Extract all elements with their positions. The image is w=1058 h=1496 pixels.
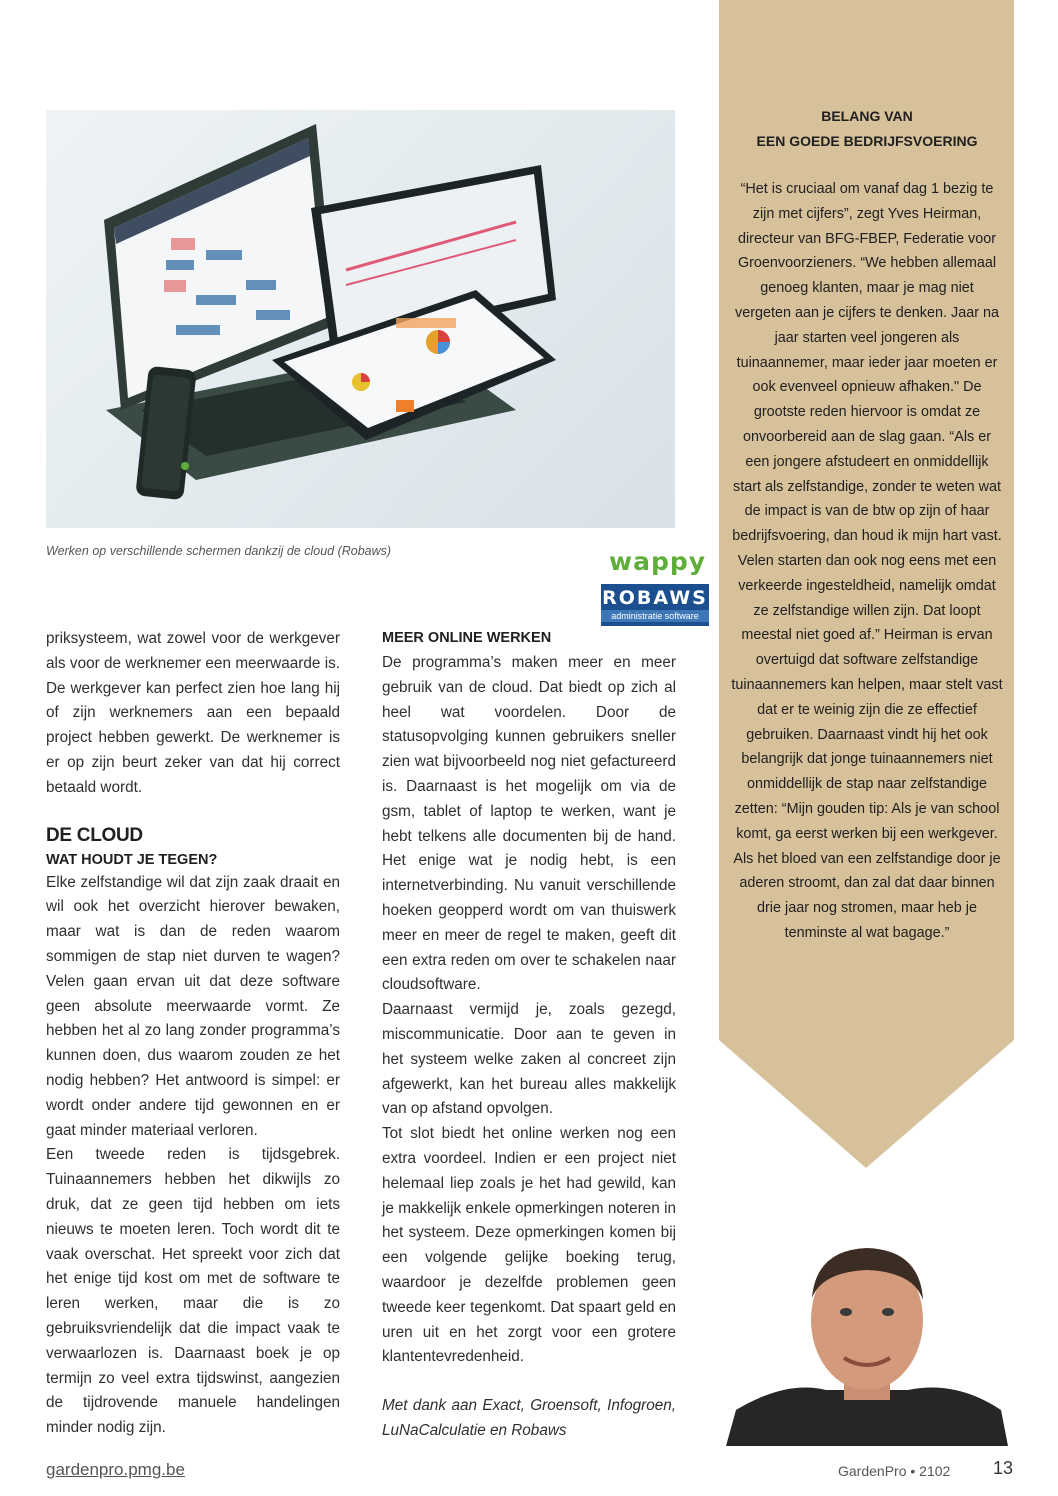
robaws-logo-name: ROBAWS bbox=[602, 587, 708, 609]
sidebar-title bbox=[731, 104, 1003, 154]
section-heading-online: MEER ONLINE WERKEN bbox=[382, 630, 552, 646]
robaws-logo bbox=[601, 584, 709, 626]
middle-column bbox=[382, 627, 676, 1444]
sidebar-title-line-2: EEN GOEDE BEDRIJFSVOERING bbox=[756, 133, 978, 149]
wappy-logo: wappy bbox=[609, 547, 707, 576]
sidebar-box bbox=[731, 104, 1003, 946]
devices-illustration bbox=[46, 110, 675, 528]
middle-paragraph-3: Tot slot biedt het online werken nog een extra voordeel. Indien er een project niet helemaal liep zoals je het had gewild, kan je makkelijk enkele opmerkingen noteren in het systeem. Deze opmerkingen komen bij een volgende gelijke boeking terug, waardoor je dezelfde problemen geen tweede keer tegenkomt. Dat spaart geld en uren uit en het zorgt voor een grotere klantentevredenheid. bbox=[382, 1125, 676, 1366]
sidebar-quote: “Het is cruciaal om vanaf dag 1 bezig te zijn met cijfers”, zegt Yves Heirman, directeur van BFG-FBEP, Federatie voor Groenvoorzieners. “We hebben allemaal genoeg klanten, maar je mag niet vergeten aan je cijfers te denken. Jaar na jaar starten veel jongeren als tuinaannemer, maar ieder jaar moeten er ook evenveel opnieuw afhaken." De grootste reden hiervoor is omdat ze onvoorbereid aan de slag gaan. “Als er een jongere afstudeert en onmiddellijk start als zelfstandige, zonder te weten wat de impact is van de btw op zijn of haar bedrijfsvoering, dan houd ik mijn hart vast. Velen starten dan ook nog eens met een verkeerde ingesteldheid, namelijk omdat ze zelfstandige willen zijn. Dat loopt meestal niet goed af.” Heirman is ervan overtuigd dat software zelfstandige tuinaannemers kan helpen, maar stelt vast dat er te weinig zijn die ze effectief gebruiken. Daarnaast vindt hij het ook belangrijk dat jonge tuinaannemers niet onmiddellijk de stap naar zelfstandige zetten: “Mijn gouden tip: Als je van school komt, ga eerst werken bij een werkgever. Als het bloed van een zelfstandige door je aderen stroomt, dan zal dat daar binnen drie jaar nog stromen, maar heb je tenminste al wat bagage.” bbox=[731, 181, 1003, 941]
section-subheading: WAT HOUDT JE TEGEN? bbox=[46, 851, 218, 868]
image-caption: Werken op verschillende schermen dankzij de cloud (Robaws) bbox=[46, 544, 392, 558]
left-column bbox=[46, 627, 340, 1441]
portrait-photo bbox=[726, 1220, 1008, 1446]
robaws-logo-sub: administratie software bbox=[601, 610, 709, 622]
page-number: 13 bbox=[993, 1458, 1014, 1478]
section-heading-cloud: DE CLOUD bbox=[46, 824, 143, 846]
left-paragraph-1: priksysteem, wat zowel voor de werkgever als voor de werknemer een meerwaarde is. De werkgever kan perfect zien hoe lang hij of zijn werknemers aan een bepaald project hebben gewerkt. De werknemer is er op zijn beurt zeker van dat hij correct betaald wordt. bbox=[46, 630, 340, 796]
footer-website-link[interactable]: gardenpro.pmg.be bbox=[46, 1460, 185, 1479]
left-paragraph-3: Een tweede reden is tijdsgebrek. Tuinaannemers hebben het dikwijls zo druk, dat ze geen tijd hebben om iets nieuws te moeten leren. Toch wordt dit te vaak overschat. Het spreekt voor zich dat het enige tijd kost om met de software te leren werken, maar die is zo gebruiksvriendelijk dat die impact vaak te verwaarlozen is. Daarnaast boek je op termijn zo veel extra tijdswinst, aangezien de tijdrovende manuele handelingen minder nodig zijn. bbox=[46, 1146, 340, 1437]
sidebar-title-line-1: BELANG VAN bbox=[821, 108, 913, 124]
middle-paragraph-1: De programma’s maken meer en meer gebruik van de cloud. Dat biedt op zich al heel wat voordelen. Door de statusopvolging kunnen gebruikers sneller zien wat bijvoorbeeld nog niet gefactureerd is. Daarnaast is het mogelijk om via de gsm, tablet of laptop te werken, want je hebt telkens alle documenten bij de hand. Het enige wat je nodig hebt, is een internetverbinding. Nu vanuit verschillende hoeken geopperd wordt om van thuiswerk meer en meer de regel te maken, geeft dit een extra reden om over te schakelen naar cloudsoftware. bbox=[382, 654, 676, 994]
footer-magazine-issue: GardenPro • 2102 bbox=[838, 1463, 951, 1479]
acknowledgement: Met dank aan Exact, Groensoft, Infogroen, LuNaCalculatie en Robaws bbox=[382, 1397, 676, 1439]
left-paragraph-2: Elke zelfstandige wil dat zijn zaak draait en wil ook het overzicht hierover bewaken, maar wat is dan de reden waarom sommigen de stap niet durven te wagen? Velen gaan ervan uit dat deze software geen absolute meerwaarde vormt. Ze hebben het al zo lang zonder programma’s kunnen doen, dus waarom zouden ze het nodig hebben? Het antwoord is simpel: er wordt onder andere tijd gewonnen en er gaat minder materiaal verloren. bbox=[46, 873, 340, 1139]
middle-paragraph-2: Daarnaast vermijd je, zoals gezegd, miscommunicatie. Door aan te geven in het systeem welke zaken al concreet zijn afgewerkt, kan het bureau alles makkelijk van op afstand opvolgen. bbox=[382, 1001, 676, 1118]
